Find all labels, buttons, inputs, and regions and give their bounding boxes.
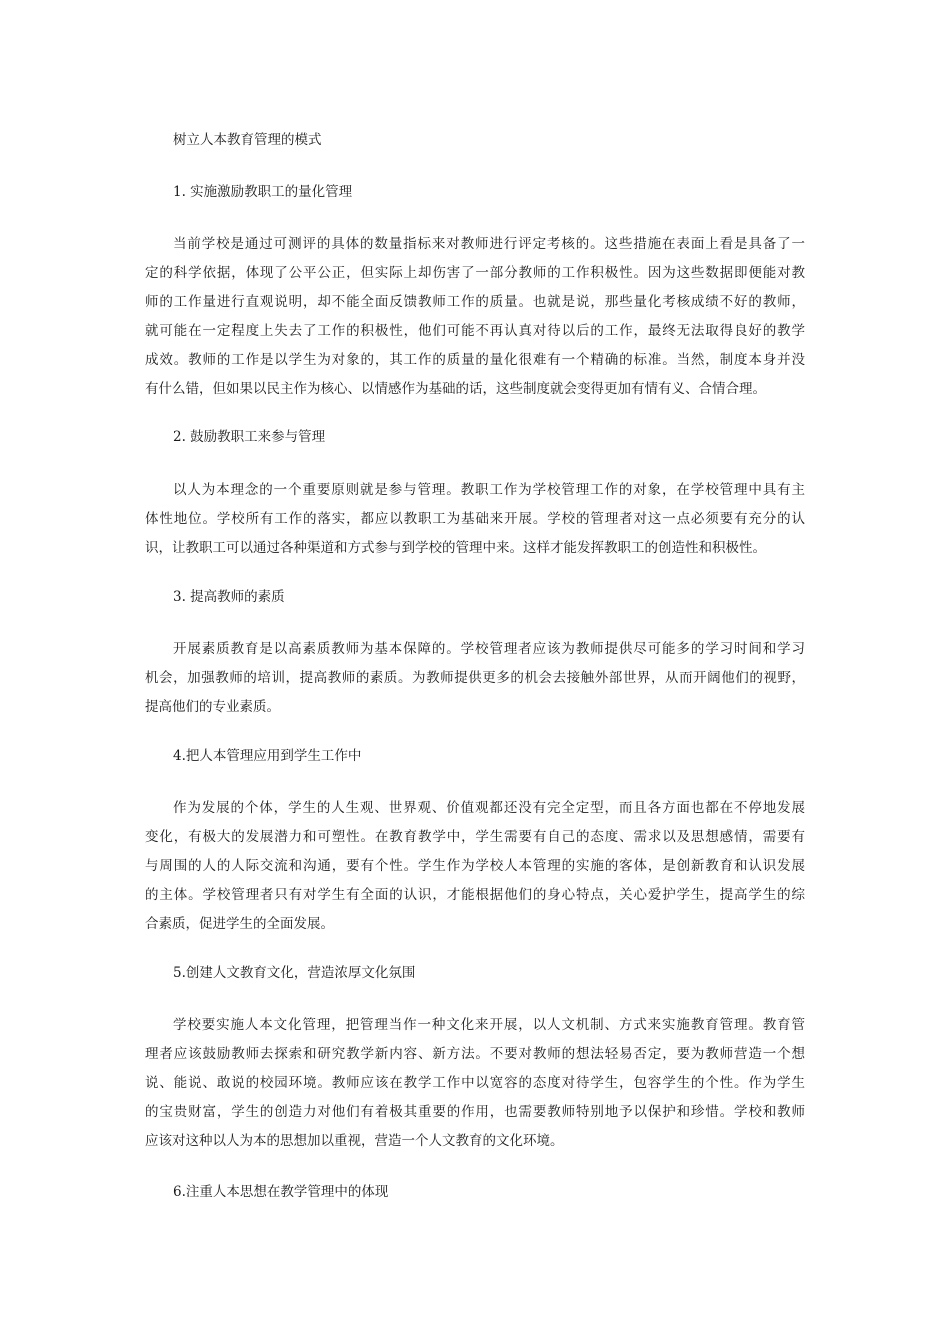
section-6-heading: 6.注重人本思想在教学管理中的体现 (173, 1184, 389, 1200)
section-1-line: 有什么错，但如果以民主作为核心、以情感作为基础的话，这些制度就会变得更加有情有义、合情合理。 (145, 381, 766, 397)
section-3-line: 开展素质教育是以高素质教师为基本保障的。学校管理者应该为教师提供尽可能多的学习时间和学习 (173, 641, 805, 657)
section-4-heading: 4.把人本管理应用到学生工作中 (173, 748, 362, 764)
section-4-line: 作为发展的个体，学生的人生观、世界观、价值观都还没有完全定型，而且各方面也都在不停地发展 (173, 800, 805, 816)
section-1-line: 成效。教师的工作是以学生为对象的，其工作的质量的量化很难有一个精确的标准。当然，制度本身并没 (145, 352, 805, 368)
section-1-line: 当前学校是通过可测评的具体的数量指标来对教师进行评定考核的。这些措施在表面上看是具备了一 (173, 236, 805, 252)
section-3-line: 提高他们的专业素质。 (145, 699, 280, 715)
section-2-line: 体性地位。学校所有工作的落实，都应以教职工为基础来开展。学校的管理者对这一点必须要有充分的认 (145, 511, 805, 527)
section-1-line: 就可能在一定程度上失去了工作的积极性，他们可能不再认真对待以后的工作，最终无法取得良好的教学 (145, 323, 805, 339)
section-2-line: 以人为本理念的一个重要原则就是参与管理。教职工作为学校管理工作的对象，在学校管理中具有主 (173, 482, 805, 498)
section-3-heading: 3. 提高教师的素质 (173, 589, 285, 605)
document-title: 树立人本教育管理的模式 (173, 132, 322, 148)
section-1-line: 定的科学依据，体现了公平公正，但实际上却伤害了一部分教师的工作积极性。因为这些数据即便能对教 (145, 265, 805, 281)
section-2-heading: 2. 鼓励教职工来参与管理 (173, 429, 326, 445)
section-5-line: 理者应该鼓励教师去探索和研究教学新内容、新方法。不要对教师的想法轻易否定，要为教师营造一个想 (145, 1046, 805, 1062)
section-5-line: 说、能说、敢说的校园环境。教师应该在教学工作中以宽容的态度对待学生，包容学生的个性。作为学生 (145, 1075, 805, 1091)
section-3-line: 机会，加强教师的培训，提高教师的素质。为教师提供更多的机会去接触外部世界，从而开阔他们的视野， (145, 670, 805, 686)
section-1-line: 师的工作量进行直观说明，却不能全面反馈教师工作的质量。也就是说，那些量化考核成绩不好的教师， (145, 294, 805, 310)
section-2-line: 识，让教职工可以通过各种渠道和方式参与到学校的管理中来。这样才能发挥教职工的创造性和积极性。 (145, 540, 766, 556)
section-5-line: 学校要实施人本文化管理，把管理当作一种文化来开展，以人文机制、方式来实施教育管理。教育管 (173, 1017, 805, 1033)
section-1-heading: 1. 实施激励教职工的量化管理 (173, 184, 353, 200)
section-4-line: 与周围的人的人际交流和沟通，要有个性。学生作为学校人本管理的实施的客体，是创新教育和认识发展 (145, 858, 805, 874)
section-4-line: 合素质，促进学生的全面发展。 (145, 916, 334, 932)
section-5-line: 的宝贵财富，学生的创造力对他们有着极其重要的作用，也需要教师特别地予以保护和珍惜。学校和教师 (145, 1104, 805, 1120)
section-5-line: 应该对这种以人为本的思想加以重视，营造一个人文教育的文化环境。 (145, 1133, 564, 1149)
section-4-line: 变化，有极大的发展潜力和可塑性。在教育教学中，学生需要有自己的态度、需求以及思想感情，需要有 (145, 829, 805, 845)
section-4-line: 的主体。学校管理者只有对学生有全面的认识，才能根据他们的身心特点，关心爱护学生，提高学生的综 (145, 887, 805, 903)
section-5-heading: 5.创建人文教育文化，营造浓厚文化氛围 (173, 965, 416, 981)
